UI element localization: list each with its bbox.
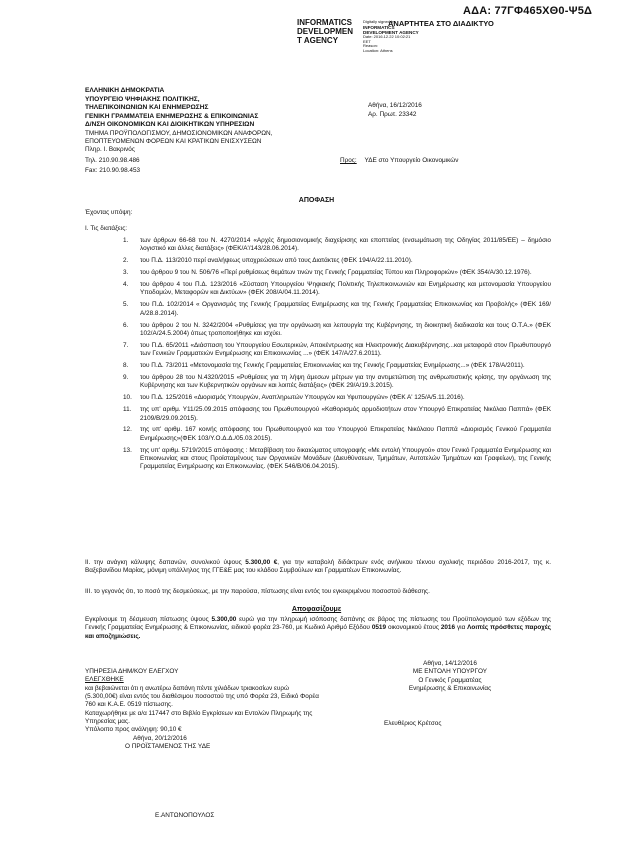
- provision-item: [123, 447, 551, 472]
- provision-text: των άρθρων 66-68 του Ν. 4270/2014 «Αρχές δημοσιονομικής διαχείρισης και εποπτείας (ενσωμάτωση της Οδηγίας 2011/85/ΕΕ) – δημόσιο λογιστικό και άλλες διατάξεις» (ΦΕΚ/Α'/143/28.06.2014).: [140, 237, 551, 253]
- decision-amount: 5.300,00: [211, 616, 237, 623]
- provision-text: του άρθρου 9 του Ν. 506/76 «Περί ρυθμίσεως θεμάτων τινών της Γενικής Γραμματείας Τύπου και Πληροφοριών» (ΦΕΚ 354/Α/30.12.1976).: [140, 269, 532, 277]
- decision-text: ευρώ για την πληρωμή ισόποσης δαπάνης σε βάρος της πίστωσης του Προϋπολογισμού των εξόδων της Γενικής Γραμματείας Ενημέρωσης & Επικοινωνίας, ειδικού φορέα 23-760, με Κωδικό Αριθμό Εξόδου: [85, 616, 551, 632]
- signatory-order: ΜΕ ΕΝΤΟΛΗ ΥΠΟΥΡΓΟΥ: [412, 668, 488, 676]
- signatory-date: Αθήνα, 14/12/2016: [423, 660, 477, 667]
- section-two-amount: 5.300,00 €: [245, 559, 278, 566]
- signature-line: EET: [363, 39, 371, 44]
- audit-head: Ο ΠΡΟΪΣΤΑΜΕΝΟΣ ΤΗΣ ΥΔΕ: [125, 742, 211, 750]
- audit-service-block: [85, 668, 320, 751]
- lead-text: Έχοντας υπόψη:: [85, 209, 133, 216]
- provision-number: 3.: [123, 269, 129, 277]
- signatory-block: [385, 660, 515, 693]
- section-two: [85, 559, 551, 576]
- decision-year: 2016: [440, 624, 456, 632]
- provisions-list: [123, 237, 551, 475]
- document-title: ΑΠΟΦΑΣΗ: [298, 197, 335, 204]
- provision-item: [123, 269, 551, 277]
- audit-service-title: ΥΠΗΡΕΣΙΑ ΔΗΜ/ΚΟΥ ΕΛΕΓΧΟΥ: [85, 668, 179, 675]
- provision-number: 9.: [123, 374, 129, 382]
- section-two-pre: II. την ανάγκη κάλυψης δαπανών, συνολικού ύψους: [85, 559, 246, 566]
- sender-line: Δ/ΝΣΗ ΟΙΚΟΝΟΜΙΚΩΝ ΚΑΙ ΔΙΟΙΚΗΤΙΚΩΝ ΥΠΗΡΕΣΙΩΝ: [85, 121, 255, 129]
- signatory-name: Ελευθέριος Κρέτσος: [384, 720, 442, 727]
- provision-text: του άρθρου 28 του Ν.4320/2015 «Ρυθμίσεις για τη λήψη άμεσων μέτρων για την αντιμετώπιση της ανθρωπιστικής κρίσης, την οργάνωση της Κυβέρνησης και των Κυβερνητικών οργάνων και λοιπές διατάξεις» (ΦΕΚ 29/Α/19.3.2015).: [140, 374, 551, 390]
- department-line: ΤΜΗΜΑ ΠΡΟΫΠΟΛΟΓΙΣΜΟΥ, ΔΗΜΟΣΙΟΝΟΜΙΚΩΝ ΑΝΑΦΟΡΩΝ,: [85, 129, 273, 137]
- sender-line: ΕΛΛΗΝΙΚΗ ΔΗΜΟΚΡΑΤΙΑ: [85, 87, 165, 94]
- sender-line: ΤΗΛΕΠΙΚΟΙΝΩΝΙΩΝ ΚΑΙ ΕΝΗΜΕΡΩΣΗΣ: [85, 104, 209, 112]
- audit-date: Αθήνα, 20/12/2016: [133, 734, 187, 742]
- provision-number: 12.: [123, 426, 132, 434]
- informatics-agency-label: [297, 18, 353, 46]
- provision-text: της υπ' αριθμ. 5719/2015 απόφασης : Μεταβίβαση του δικαιώματος υπογραφής «Με εντολή Υπουργού» στον Γενικό Γραμματέα Ενημέρωσης και Επικοινωνίας και στους Προϊσταμένους των Οργανικών Μονάδων (Διευθύνσεων, Τμημάτων, Αυτοτελών Τμημάτων και Γραφείων), της Γενικής Γραμματείας Ενημέρωσης και Επικοινωνίας. (ΦΕΚ 546/Β/06.04.2015).: [140, 446, 551, 471]
- informatics-line: T AGENCY: [297, 36, 339, 46]
- section-three: III. το γεγονός ότι, το ποσό της δεσμεύσεως, με την παρούσα, πίστωσης είναι εντός του εγκεκριμένου ποσοστού διάθεσης.: [85, 588, 430, 595]
- digital-signature: [363, 20, 433, 54]
- sender-line: ΓΕΝΙΚΗ ΓΡΑΜΜΑΤΕΙΑ ΕΝΗΜΕΡΩΣΗΣ & ΕΠΙΚΟΙΝΩΝΙΑΣ: [85, 112, 259, 120]
- provision-item: [123, 237, 551, 254]
- provision-text: του Π.Δ. 102/2014 « Οργανισμός της Γενικής Γραμματείας Ενημέρωσης και της Γενικής Γραμματείας Επικοινωνίας και Προβολής» (ΦΕΚ 169/Α/28.8.2014).: [140, 301, 551, 317]
- ada-code: ΑΔΑ: 77ΓΦ465ΧΘ0-Ψ5Δ: [463, 5, 593, 17]
- recipient-value: ΥΔΕ στο Υπουργείο Οικονομικών: [364, 157, 459, 164]
- signatory-dept: Ενημέρωσης & Επικοινωνίας: [408, 684, 492, 692]
- provision-text: του Π.Δ. 73/2011 «Μετονομασία της Γενικής Γραμματείας Επικοινωνίας και της Γενικής Γραμματείας Ενημέρωσης...» (ΦΕΚ 178/Α/2011).: [140, 362, 525, 370]
- provision-number: 6.: [123, 321, 129, 329]
- audit-signer-name: Ε.ΑΝΤΩΝΟΠΟΥΛΟΣ: [155, 812, 215, 819]
- sender-line: ΥΠΟΥΡΓΕΙΟ ΨΗΦΙΑΚΗΣ ΠΟΛΙΤΙΚΗΣ,: [85, 95, 200, 103]
- provision-number: 2.: [123, 257, 129, 265]
- provision-text: του άρθρου 2 του Ν. 3242/2004 «Ρυθμίσεις για την οργάνωση και λειτουργία της Κυβέρνησης, τη διοικητική διαδικασία και τους Ο.Τ.Α.» (ΦΕΚ 102/Α/24.5.2004) όπως τροποποιήθηκε και ισχύει.: [140, 321, 551, 337]
- provision-number: 13.: [123, 446, 132, 454]
- informatics-line: DEVELOPMEN: [297, 27, 354, 37]
- provision-text: του Π.Δ. 65/2011 «Διάσπαση του Υπουργείου Εσωτερικών, Αποκέντρωσης και Ηλεκτρονικής Διακυβέρνησης...και μεταφορά στον Πρωθυπουργό των Γενικών Γραμματειών Ενημέρωσης και Επικοινωνίας ...» (ΦΕΚ 147/Α/27.6.2011).: [140, 341, 551, 358]
- phone: Τηλ. 210.90.98.486: [85, 156, 140, 164]
- signature-line: INFORMATICS: [363, 24, 395, 30]
- signature-line: Reason:: [363, 44, 378, 49]
- decision-title: Αποφασίζουμε: [291, 606, 342, 613]
- posted-online-label: ΑΝΑΡΤΗΤΕΑ ΣΤΟ ΔΙΑΔΙΚΤΥΟ: [388, 19, 494, 28]
- audit-registered: Καταχωρήθηκε με α/α 117447 στο Βιβλίο Εγκρίσεων και Εντολών Πληρωμής της Υπηρεσίας μας.: [85, 709, 313, 725]
- decision-tail: Λοιπές πρόσθετες παροχές και αποζημιώσεις.: [85, 624, 551, 640]
- provision-item: [123, 257, 551, 265]
- department-line: ΕΠΟΠΤΕΥΟΜΕΝΩΝ ΦΟΡΕΩΝ ΚΑΙ ΚΡΑΤΙΚΩΝ ΕΝΙΣΧΥΣΕΩΝ: [85, 138, 262, 146]
- provision-text: του άρθρου 4 του Π.Δ. 123/2016 «Σύσταση Υπουργείου Ψηφιακής Πολιτικής Τηλεπικοινωνιών και Ενημέρωσης και μετονομασία Υπουργείου Υποδομών, Μεταφορών και Δικτύων» (ΦΕΚ 208/Α/04.11.2014).: [140, 281, 551, 297]
- decision-code: 0519: [371, 624, 387, 632]
- contact-person: Πληρ. Ι. Βακρινός: [85, 146, 135, 154]
- provision-number: 11.: [123, 406, 132, 414]
- signature-line: Location: Athens: [363, 48, 393, 53]
- recipient-label: Προς:: [340, 157, 357, 164]
- protocol-number: Αρ. Πρωτ. 23342: [368, 111, 417, 119]
- provision-number: 10.: [123, 394, 132, 402]
- provision-text: του Π.Δ. 125/2016 «Διορισμός Υπουργών, Αναπληρωτών Υπουργών και Υφυπουργών» (ΦΕΚ Α' 125/Α/5.11.2016).: [140, 394, 465, 402]
- section-two-post: , για την καταβολή διδάκτρων ενός ανήλικου τέκνου σχολικής περιόδου 2016-2017, της κ. Βαξεβανίδου Μαρίας, μόνιμη υπάλληλος της ΓΓΕ&Ε μας του κλάδου Συμβούλων και Γραμματέων Επικοινωνίας.: [85, 559, 551, 575]
- audit-remaining: Υπόλοιπο προς ανάληψη: 90,10 €: [85, 726, 182, 734]
- provision-number: 1.: [123, 237, 129, 244]
- provision-item: [123, 406, 551, 423]
- informatics-line: INFORMATICS: [297, 18, 352, 27]
- provision-item: [123, 426, 551, 443]
- provision-number: 5.: [123, 301, 129, 309]
- provision-item: [123, 342, 551, 359]
- provision-item: [123, 281, 551, 298]
- signature-line: Date: 2016.12.22 10:02:21: [363, 35, 411, 40]
- provision-text: του Π.Δ. 113/2010 περί αναλήψεως υποχρεώσεων από τους Διατάκτες (ΦΕΚ 194/Α/22.11.2010).: [140, 257, 413, 265]
- decision-body: [85, 616, 551, 641]
- provision-text: της υπ' αριθμ. Υ11/25.09.2015 απόφασης του Πρωθυπουργού «Καθορισμός αρμοδιοτήτων στον Υπουργό Επικρατείας Νικόλαο Παππά» (ΦΕΚ 2109/Β/29.09.2015).: [140, 406, 551, 422]
- issue-date: Αθήνα, 16/12/2016: [368, 102, 422, 109]
- signature-line: DEVELOPMENT AGENCY: [363, 29, 419, 35]
- provision-number: 4.: [123, 281, 129, 289]
- fax: Fax: 210.90.98.453: [85, 167, 141, 175]
- section-one-label: I. Τις διατάξεις:: [85, 225, 128, 232]
- signature-line: Digitally signed by: [363, 20, 396, 24]
- provision-number: 8.: [123, 362, 129, 370]
- provision-number: 7.: [123, 341, 129, 349]
- decision-text: Εγκρίνουμε τη δέσμευση πίστωσης ύψους: [85, 616, 212, 623]
- provision-item: [123, 394, 551, 402]
- audit-checked: ΕΛΕΓΧΘΗΚΕ: [85, 676, 124, 684]
- provision-item: [123, 374, 551, 391]
- decision-text: οικονομικού έτους: [386, 624, 441, 632]
- date-protocol-block: [368, 102, 422, 120]
- provision-item: [123, 362, 551, 370]
- signatory-role: Ο Γενικός Γραμματέας: [418, 676, 482, 684]
- provision-item: [123, 301, 551, 318]
- audit-body: και βεβαιώνεται ότι η ανωτέρω δαπάνη πέντε χιλιάδων τριακοσίων ευρώ (5.300,00€) είναι εντός του διαθέσιμου ποσοστού της υπό Φορέα 23, Ειδικό Φορέα 760 και Κ.Α.Ε. 0519 πίστωσης.: [85, 684, 319, 709]
- recipient: [340, 157, 458, 165]
- provision-text: της υπ' αριθμ. 167 κοινής απόφασης του Πρωθυπουργού και του Υπουργού Επικρατείας Νικόλαου Παππά «Διορισμός Γενικού Γραμματέα Ενημέρωσης»(ΦΕΚ 103/Υ.Ο.Δ.Δ./05.03.2015).: [140, 426, 551, 442]
- decision-text: για: [455, 624, 468, 632]
- provision-item: [123, 322, 551, 339]
